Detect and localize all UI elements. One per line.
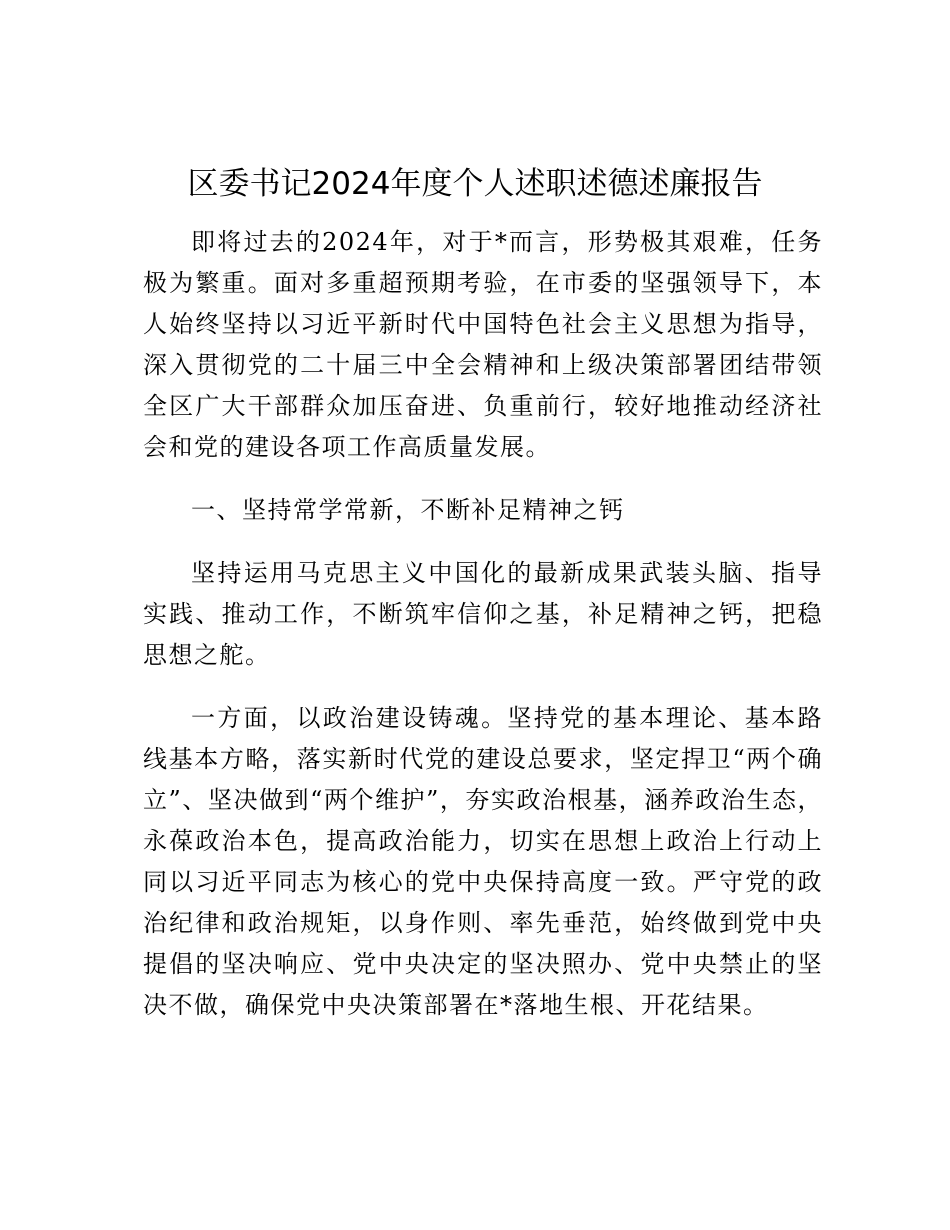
intro-paragraph: 即将过去的2024年，对于*而言，形势极其艰难，任务极为繁重。面对多重超预期考验，在市委的坚强领导下，本人始终坚持以习近平新时代中国特色社会主义思想为指导，深入贯彻党的二十届三中全会精神和上级决策部署团结带领全区广大干部群众加压奋进、负重前行，较好地推动经济社会和党的建设各项工作高质量发展。 — [143, 228, 823, 461]
section-1-paragraph: 坚持运用马克思主义中国化的最新成果武装头脑、指导实践、推动工作，不断筑牢信仰之基，补足精神之钙，把稳思想之舵。 — [143, 559, 823, 669]
political-building-paragraph: 一方面，以政治建设铸魂。坚持党的基本理论、基本路线基本方略，落实新时代党的建设总要求，坚定捍卫“两个确立”、坚决做到“两个维护”，夯实政治根基，涵养政治生态，永葆政治本色，提高政治能力，切实在思想上政治上行动上同以习近平同志为核心的党中央保持高度一致。严守党的政治纪律和政治规矩，以身作则、率先垂范，始终做到党中央提倡的坚决响应、党中央决定的坚决照办、党中央禁止的坚决不做，确保党中央决策部署在*落地生根、开花结果。 — [143, 704, 823, 1019]
section-heading-1: 一、坚持常学常新，不断补足精神之钙 — [191, 496, 625, 524]
document-body — [143, 222, 823, 1048]
document-title: 区委书记2024年度个人述职述德述廉报告 — [187, 166, 763, 202]
